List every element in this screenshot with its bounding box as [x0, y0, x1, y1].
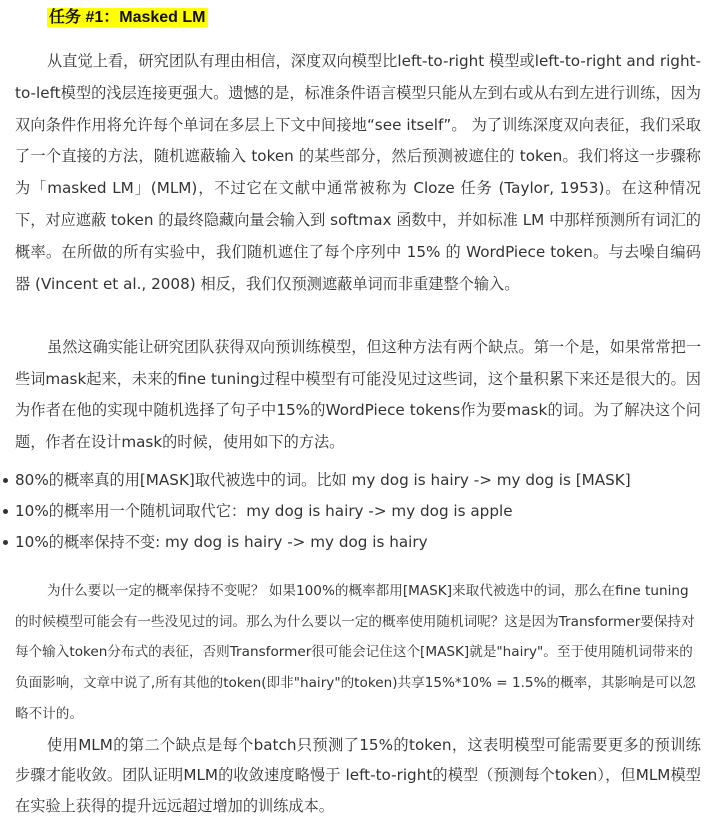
- paragraph-intro: 从直觉上看，研究团队有理由相信，深度双向模型比left-to-right 模型或left-to-right and right-to-left模型的浅层连接更强大。遗憾的是，标准条件语言模型只能从左到右或从右到左进行训练，因为双向条件作用将允许每个单词在多层上下文中间接地“see itself”。 为了训练深度双向表征，我们采取了一个直接的方法，随机遮蔽输入 token 的某些部分，然后预测被遮住的 token。我们将这一步骤称为「masked LM」(MLM)，不过它在文献中通常被称为 Cloze 任务 (Taylor, 1953)。在这种情况下，对应遮蔽 token 的最终隐藏向量会输入到 softmax 函数中，并如标准 LM 中那样预测所有词汇的概率。在所做的所有实验中，我们随机遮住了每个序列中 15% 的 WordPiece token。与去噪自编码器 (Vincent et al., 2008) 相反，我们仅预测遮蔽单词而非重建整个输入。: [15, 52, 701, 293]
- list-item-text: 10%的概率用一个随机词取代它：my dog is hairy -> my dog is apple: [15, 502, 513, 521]
- paragraph-drawbacks: 虽然这确实能让研究团队获得双向预训练模型，但这种方法有两个缺点。第一个是，如果常常把一些词mask起来，未来的fine tuning过程中模型有可能没见过这些词，这个量积累下来还是很大的。因为作者在他的实现中随机选择了句子中15%的WordPiece tokens作为要mask的词。为了解决这个问题，作者在设计mask的时候，使用如下的方法。: [15, 338, 701, 451]
- list-item-text: 80%的概率真的用[MASK]取代被选中的词。比如 my dog is hairy -> my dog is [MASK]: [15, 471, 631, 489]
- list-item-text: 10%的概率保持不变: my dog is hairy -> my dog is hairy: [15, 533, 428, 552]
- section-title-text: 任务 #1：Masked LM: [49, 9, 206, 26]
- bullet-dot-icon: [3, 509, 8, 514]
- masking-rules-list: [0, 465, 719, 559]
- list-item: [0, 496, 719, 527]
- list-item: [0, 527, 719, 558]
- bullet-dot-icon: [3, 478, 8, 483]
- section-title: [44, 6, 211, 30]
- paragraph-why-keep: 为什么要以一定的概率保持不变呢？ 如果100%的概率都用[MASK]来取代被选中的词，那么在fine tuning的时候模型可能会有一些没见过的词。那么为什么要以一定的概率使用随机词呢？这是因为Transformer要保持对每个输入token分布式的表征，否则Transformer很可能会记住这个[MASK]就是"hairy"。至于使用随机词带来的负面影响，文章中说了,所有其他的token(即非"hairy"的token)共享15%*10% = 1.5%的概率，其影响是可以忽略不计的。: [15, 583, 697, 722]
- paragraph-second-drawback: 使用MLM的第二个缺点是每个batch只预测了15%的token，这表明模型可能需要更多的预训练步骤才能收敛。团队证明MLM的收敛速度略慢于 left-to-right的模型（预测每个token），但MLM模型在实验上获得的提升远远超过增加的训练成本。: [15, 736, 701, 815]
- bullet-dot-icon: [3, 540, 8, 545]
- list-item: [0, 465, 719, 496]
